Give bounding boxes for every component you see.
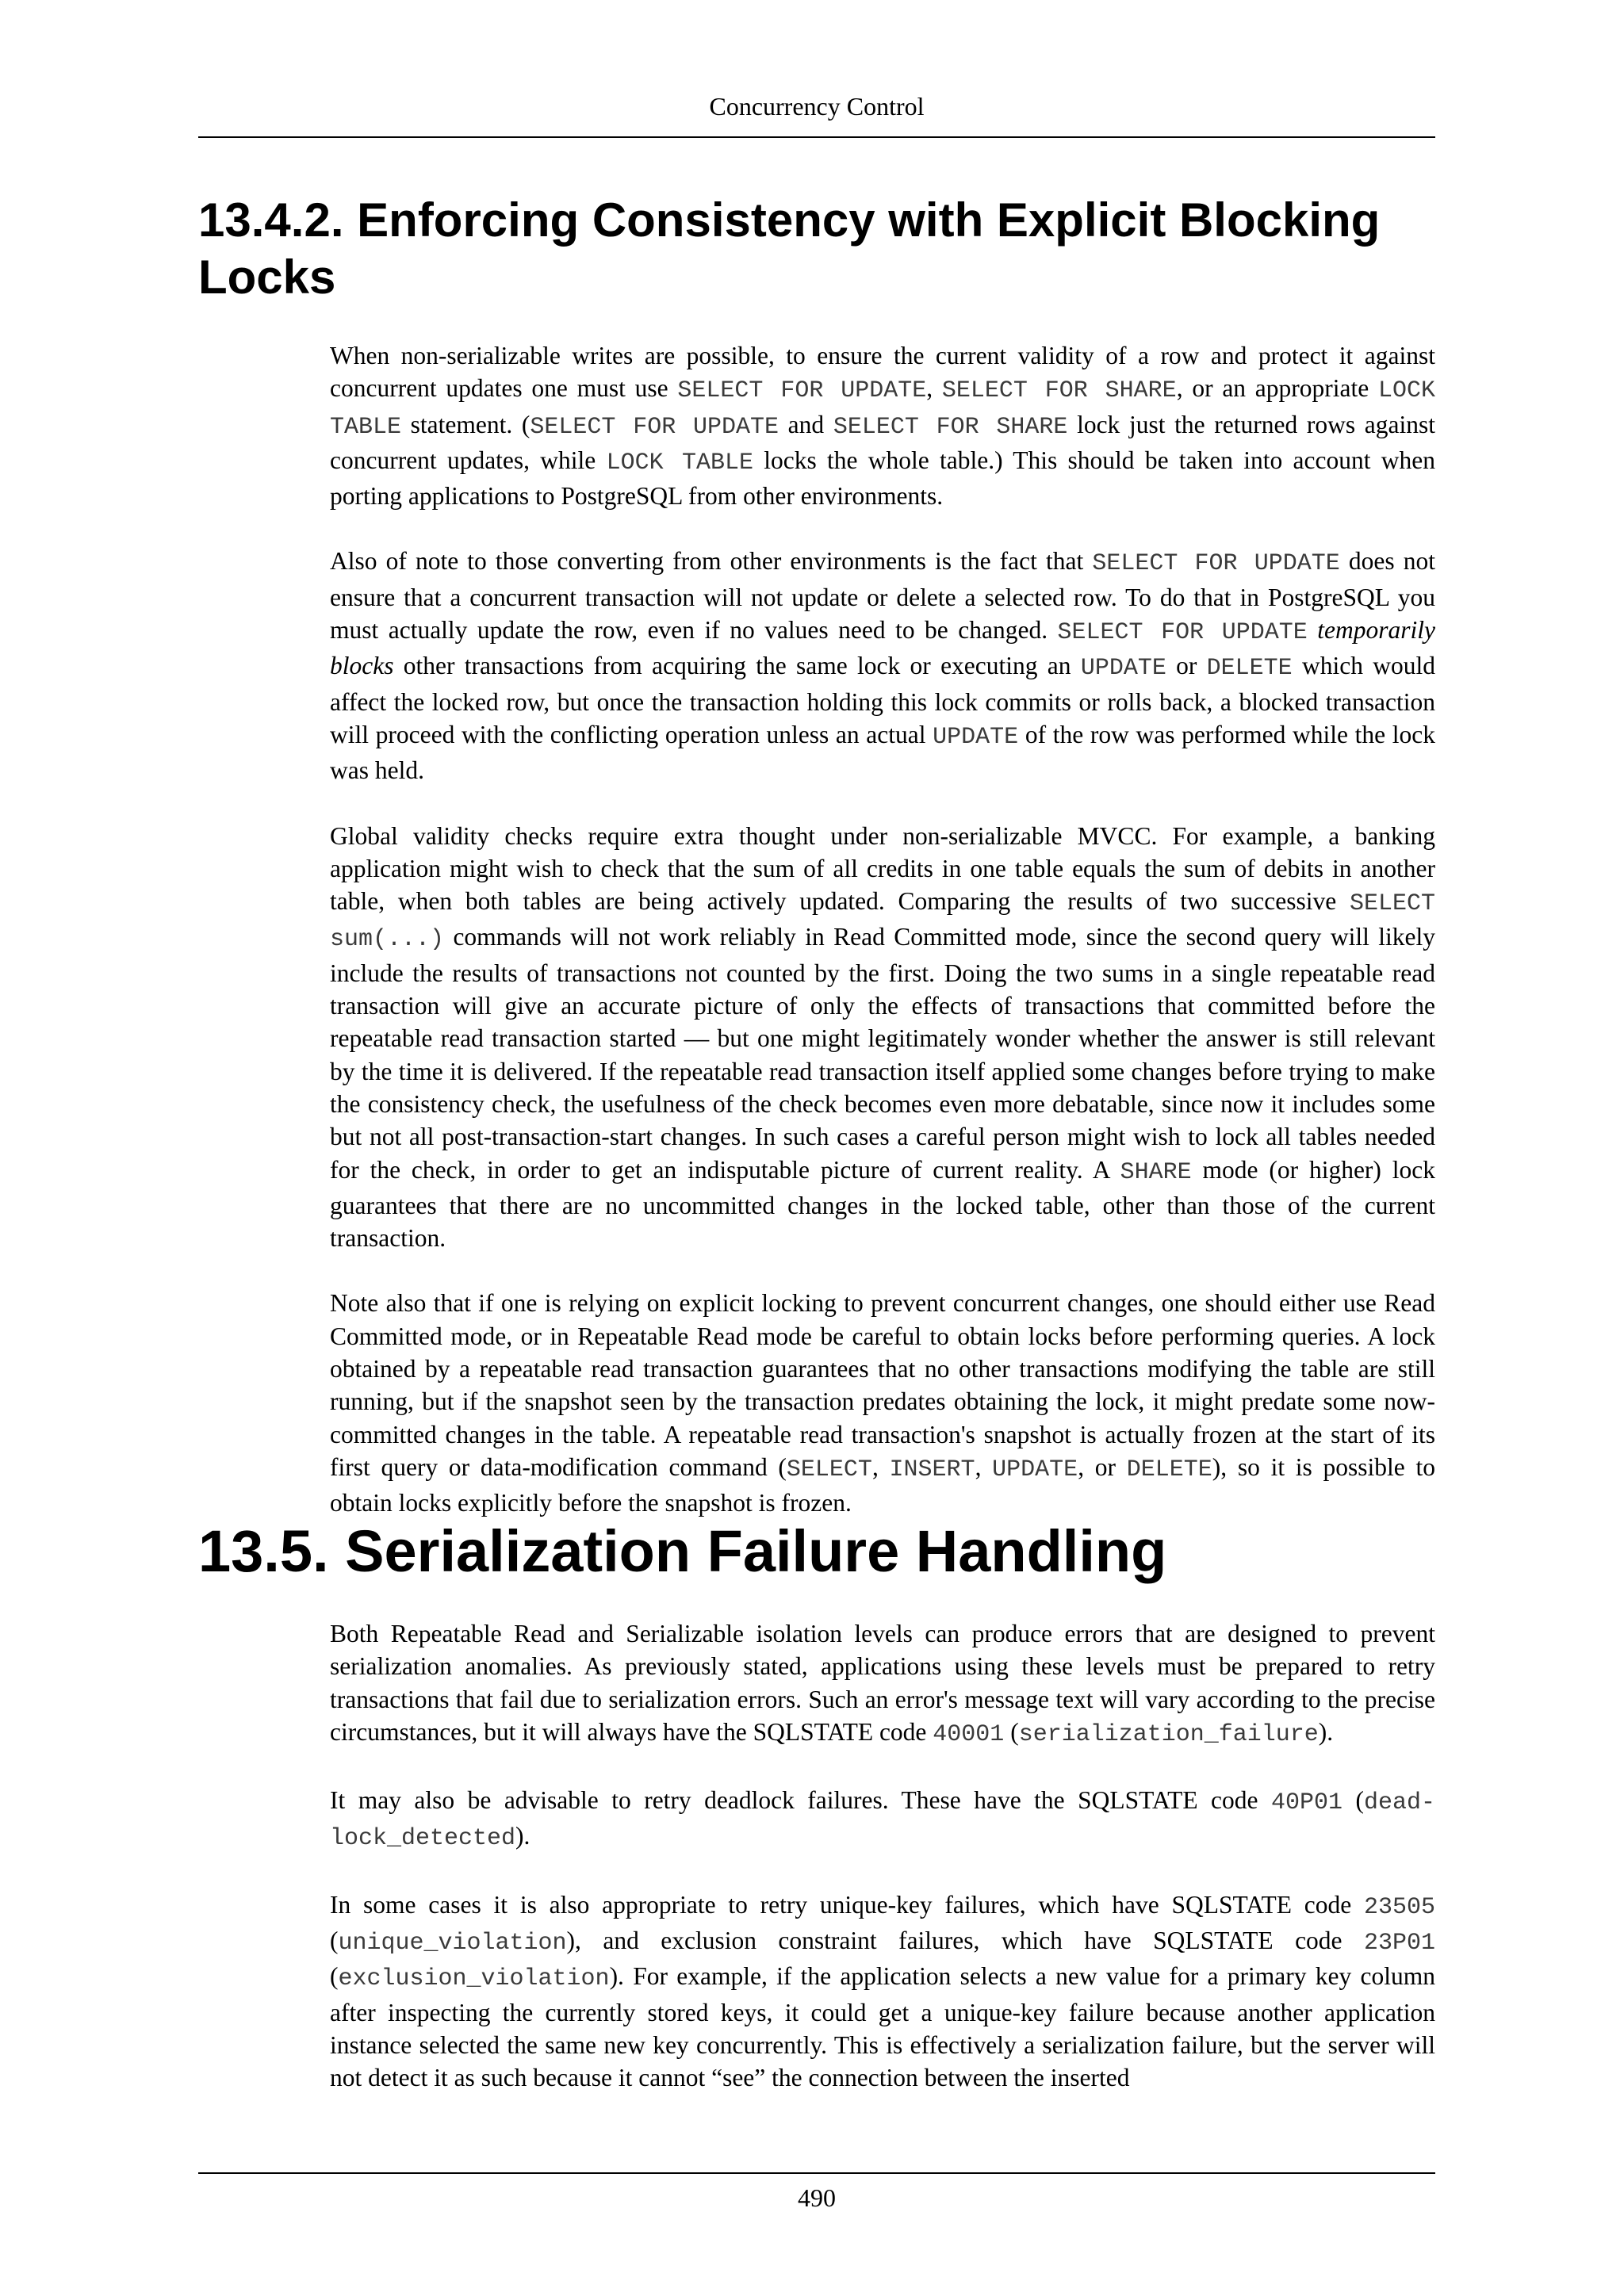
inline-code: DELETE xyxy=(1126,1456,1212,1483)
footer-divider xyxy=(198,2172,1435,2174)
paragraph xyxy=(330,545,1435,786)
text: ( xyxy=(1342,1786,1364,1815)
inline-code: 23P01 xyxy=(1363,1930,1435,1957)
emphasis: temporarily blocks xyxy=(330,616,1436,680)
inline-code: 23505 xyxy=(1363,1893,1435,1921)
paragraph xyxy=(330,1784,1435,1856)
inline-code: SELECT FOR SHARE xyxy=(833,413,1068,441)
paragraph xyxy=(330,1617,1435,1751)
running-header: Concurrency Control xyxy=(709,92,925,121)
inline-code: LOCK TABLE xyxy=(330,377,1435,441)
inline-code: serialization_failure xyxy=(1018,1720,1319,1748)
text: ( xyxy=(1004,1717,1019,1746)
text: ). xyxy=(1318,1717,1334,1746)
inline-code: UPDATE xyxy=(1080,655,1166,683)
text: or xyxy=(1166,652,1207,680)
inline-code: INSERT xyxy=(889,1456,975,1483)
text: ). xyxy=(515,1822,530,1850)
text: ), and exclusion constraint failures, which have SQLSTATE code xyxy=(566,1927,1364,1955)
text: other transactions from acquiring the same lock or executing an xyxy=(393,652,1081,680)
paragraph xyxy=(330,1287,1435,1519)
inline-code: 40001 xyxy=(933,1720,1005,1748)
section-heading-13-4-2: 13.4.2. Enforcing Consistency with Explicit Blocking Locks xyxy=(198,193,1381,304)
inline-code: SELECT sum(...) xyxy=(330,890,1435,954)
inline-code: LOCK TABLE xyxy=(606,449,753,476)
paragraph xyxy=(330,1888,1435,2095)
inline-code: SELECT FOR UPDATE xyxy=(677,377,927,405)
text xyxy=(1308,616,1317,644)
inline-code: SELECT FOR UPDATE xyxy=(1092,550,1340,578)
text: , xyxy=(975,1452,993,1481)
text: lock just the returned rows against concurrent updates, while xyxy=(330,410,1435,474)
text: ), so it is possible to obtain locks explicitly before the snapshot is frozen. xyxy=(330,1452,1436,1517)
inline-code: UPDATE xyxy=(933,723,1019,751)
section-body-13-5 xyxy=(330,1617,1435,2095)
section-body-13-4-2 xyxy=(330,339,1435,1520)
text: Both Repeatable Read and Serializable isolation levels can produce errors that are designed to prevent serialization anomalies. As previously stated, applications using these levels must be prepared to retry transactions that fail due to serialization errors. Such an error's message text will vary according to the precise circumstances, but it will always have the SQLSTATE code xyxy=(330,1620,1435,1746)
text: mode (or higher) lock guarantees that there are no uncommitted changes in the locked table, other than those of the current transaction. xyxy=(330,1155,1435,1253)
text: commands will not work reliably in Read Committed mode, since the second query will likely include the results of transactions not counted by the first. Doing the two sums in a single repeatable read transaction will give an accurate picture of only the effects of transactions that committed before the repeatable read transaction started — but one might legitimately wonder whether the answer is still relevant by the time it is delivered. If the repeatable read transaction itself applied some changes before trying to make the consistency check, the usefulness of the check becomes even more debatable, since now it includes some but not all post-transaction-start changes. In such cases a careful person might wish to lock all tables needed for the check, in order to get an indisputable picture of current reality. A xyxy=(330,923,1435,1184)
text: Note also that if one is relying on explicit locking to prevent concurrent changes, one should either use Read Committed mode, or in Repeatable Read mode be careful to obtain locks before performing queries. A lock obtained by a repeatable read transaction guarantees that no other transactions modifying the table are still running, but if the snapshot seen by the transaction predates obtaining the lock, it might predate some now-committed changes in the table. A repeatable read transaction's snapshot is actually frozen at the start of its first query or data-modification command ( xyxy=(330,1289,1435,1481)
text: , xyxy=(926,374,942,403)
text: When non-serializable writes are possible, to ensure the current validity of a row and protect it against concurrent updates one must use xyxy=(330,342,1435,403)
text: Global validity checks require extra thought under non-serializable MVCC. For example, a banking application might wish to check that the sum of all credits in one table equals the sum of debits in another table, when both tables are being actively updated. Comparing the results of two successive xyxy=(330,821,1435,916)
inline-code: exclusion_violation xyxy=(338,1965,610,1993)
text: In some cases it is also appropriate to retry unique-key failures, which have SQLSTATE code xyxy=(330,1890,1364,1919)
text: ( xyxy=(330,1927,339,1955)
text: , or xyxy=(1078,1452,1127,1481)
inline-code: SHARE xyxy=(1120,1158,1192,1186)
section-heading-13-5: 13.5. Serialization Failure Handling xyxy=(198,1518,1167,1584)
text: statement. ( xyxy=(401,410,530,438)
inline-code: DELETE xyxy=(1206,655,1293,683)
header-divider xyxy=(198,136,1435,138)
text: It may also be advisable to retry deadlock failures. These have the SQLSTATE code xyxy=(330,1786,1271,1815)
paragraph xyxy=(330,339,1435,512)
inline-code: SELECT xyxy=(786,1456,872,1483)
inline-code: UPDATE xyxy=(992,1456,1078,1483)
inline-code: SELECT FOR UPDATE xyxy=(1057,619,1308,647)
text: locks the whole table.) This should be taken into account when porting applications to PostgreSQL from other environments. xyxy=(330,446,1435,511)
inline-code: SELECT FOR UPDATE xyxy=(530,413,779,441)
text: ( xyxy=(330,1962,339,1991)
page-number: 490 xyxy=(798,2183,836,2212)
inline-code: deadlock_detected xyxy=(330,1789,1435,1853)
text: does not ensure that a concurrent transaction will not update or delete a selected row. To do that in PostgreSQL you must actually update the row, even if no values need to be changed. xyxy=(330,547,1435,645)
text: of the row was performed while the lock was held. xyxy=(330,720,1435,785)
text: ). For example, if the application selects a new value for a primary key column after inspecting the currently stored keys, it could get a unique-key failure because another application instance selected the same new key concurrently. This is effectively a serialization failure, but the server will not detect it as such because it cannot “see” the connection between the inserted xyxy=(330,1962,1435,2092)
inline-code: 40P01 xyxy=(1270,1789,1342,1817)
text: and xyxy=(779,410,833,438)
text: Also of note to those converting from other environments is the fact that xyxy=(330,547,1093,576)
text: which would affect the locked row, but once the transaction holding this lock commits or rolls back, a blocked transaction will proceed with the conflicting operation unless an actual xyxy=(330,652,1435,748)
text: , or an appropriate xyxy=(1176,374,1378,403)
inline-code: SELECT FOR SHARE xyxy=(941,377,1177,405)
paragraph xyxy=(330,820,1435,1255)
text: , xyxy=(871,1452,890,1481)
inline-code: unique_violation xyxy=(338,1930,567,1957)
